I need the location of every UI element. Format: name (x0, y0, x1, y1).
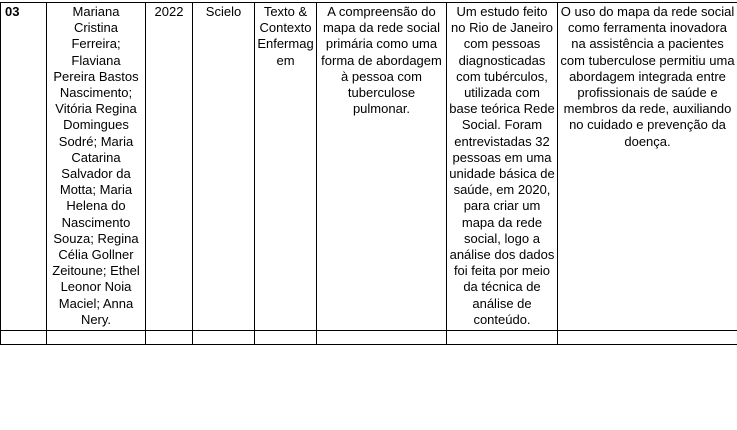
literature-review-table (0, 2, 737, 345)
authors-cell: Mariana Cristina Ferreira; Flaviana Pereira Bastos Nascimento; Vitória Regina Domingues Sodré; Maria Catarina Salvador da Motta; Maria Helena do Nascimento Souza; Regina Célia Gollner Zeitoune; Ethel Leonor Noia Maciel; Anna Nery. (47, 3, 146, 331)
continuation-cell (193, 331, 255, 345)
method-cell: Um estudo feito no Rio de Janeiro com pessoas diagnosticadas com tubérculos, utilizada com base teórica Rede Social. Foram entrevistadas 32 pessoas em uma unidade básica de saúde, em 2020, para criar um mapa da rede social, logo a análise dos dados foi feita por meio da técnica de análise de conteúdo. (447, 3, 558, 331)
table-row (1, 3, 737, 331)
continuation-cell (447, 331, 558, 345)
database-cell: Scielo (193, 3, 255, 331)
table-row-continuation (1, 331, 737, 345)
continuation-cell (47, 331, 146, 345)
continuation-cell (255, 331, 317, 345)
continuation-cell (317, 331, 447, 345)
year-cell: 2022 (146, 3, 193, 331)
results-cell: O uso do mapa da rede social como ferramenta inovadora na assistência a pacientes com tuberculose permitiu uma abordagem integrada entre profissionais de saúde e membros da rede, auxiliando no cuidado e prevenção da doença. (558, 3, 737, 331)
continuation-cell (1, 331, 47, 345)
objective-cell: A compreensão do mapa da rede social primária como uma forma de abordagem à pessoa com tuberculose pulmonar. (317, 3, 447, 331)
row-number-cell: 03 (1, 3, 47, 331)
continuation-cell (558, 331, 737, 345)
continuation-cell (146, 331, 193, 345)
journal-cell: Texto & Contexto Enfermagem (255, 3, 317, 331)
